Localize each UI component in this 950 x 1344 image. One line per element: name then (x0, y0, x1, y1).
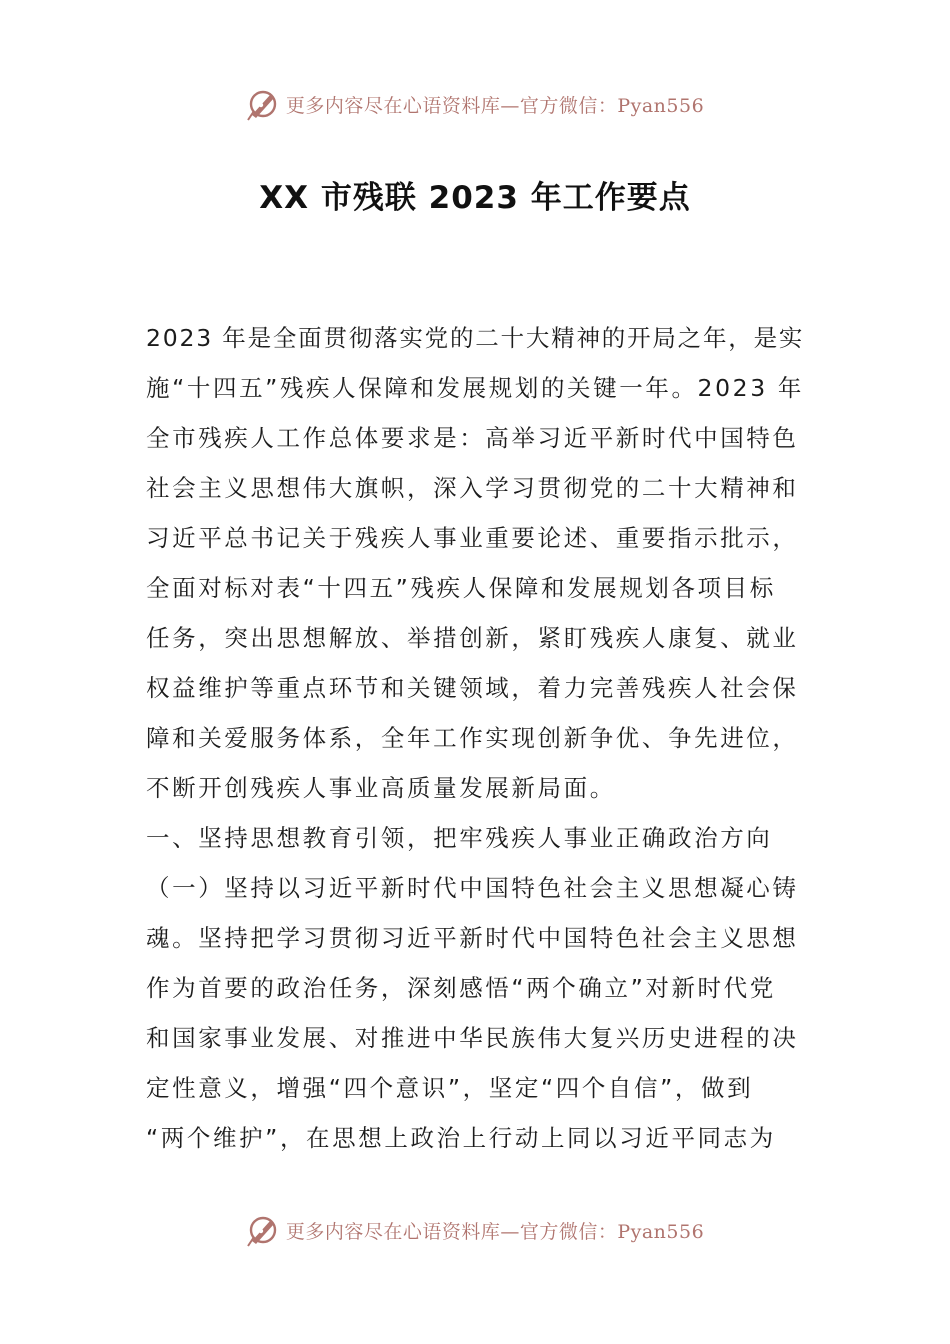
body-line: 障和关爱服务体系，全年工作实现创新争优、争先进位， (146, 724, 799, 752)
body-line: 和国家事业发展、对推进中华民族伟大复兴历史进程的决 (146, 1024, 799, 1052)
body-line: 任务，突出思想解放、举措创新，紧盯残疾人康复、就业 (146, 624, 799, 652)
document-body (146, 313, 806, 1163)
body-line: 施“十四五”残疾人保障和发展规划的关键一年。2023 年 (146, 374, 804, 402)
body-line: 社会主义思想伟大旗帜，深入学习贯彻党的二十大精神和 (146, 474, 799, 502)
section-heading: 一、坚持思想教育引领，把牢残疾人事业正确政治方向 (146, 824, 773, 852)
subsection-heading: （一）坚持以习近平新时代中国特色社会主义思想凝心铸 (146, 874, 799, 902)
watermark-text: 更多内容尽在心语资料库—官方微信：Pyan556 (285, 94, 705, 117)
body-line: 全面对标对表“十四五”残疾人保障和发展规划各项目标 (146, 574, 776, 602)
body-line: “两个维护”，在思想上政治上行动上同以习近平同志为 (146, 1124, 776, 1152)
body-line: 魂。坚持把学习贯彻习近平新时代中国特色社会主义思想 (146, 924, 799, 952)
pen-circle-icon (246, 1213, 280, 1247)
pen-circle-icon (246, 87, 280, 121)
document-title: XX 市残联 2023 年工作要点 (259, 180, 691, 216)
header-watermark (0, 84, 950, 124)
body-line: 权益维护等重点环节和关键领域，着力完善残疾人社会保 (146, 674, 799, 702)
body-line: 作为首要的政治任务，深刻感悟“两个确立”对新时代党 (146, 974, 776, 1002)
watermark-text: 更多内容尽在心语资料库—官方微信：Pyan556 (285, 1220, 705, 1243)
footer-watermark (0, 1210, 950, 1250)
body-line: 全市残疾人工作总体要求是：高举习近平新时代中国特色 (146, 424, 799, 452)
body-line: 2023 年是全面贯彻落实党的二十大精神的开局之年，是实 (146, 324, 805, 352)
body-line: 定性意义，增强“四个意识”，坚定“四个自信”，做到 (146, 1074, 754, 1102)
body-line: 不断开创残疾人事业高质量发展新局面。 (146, 774, 616, 802)
body-line: 习近平总书记关于残疾人事业重要论述、重要指示批示， (146, 524, 799, 552)
